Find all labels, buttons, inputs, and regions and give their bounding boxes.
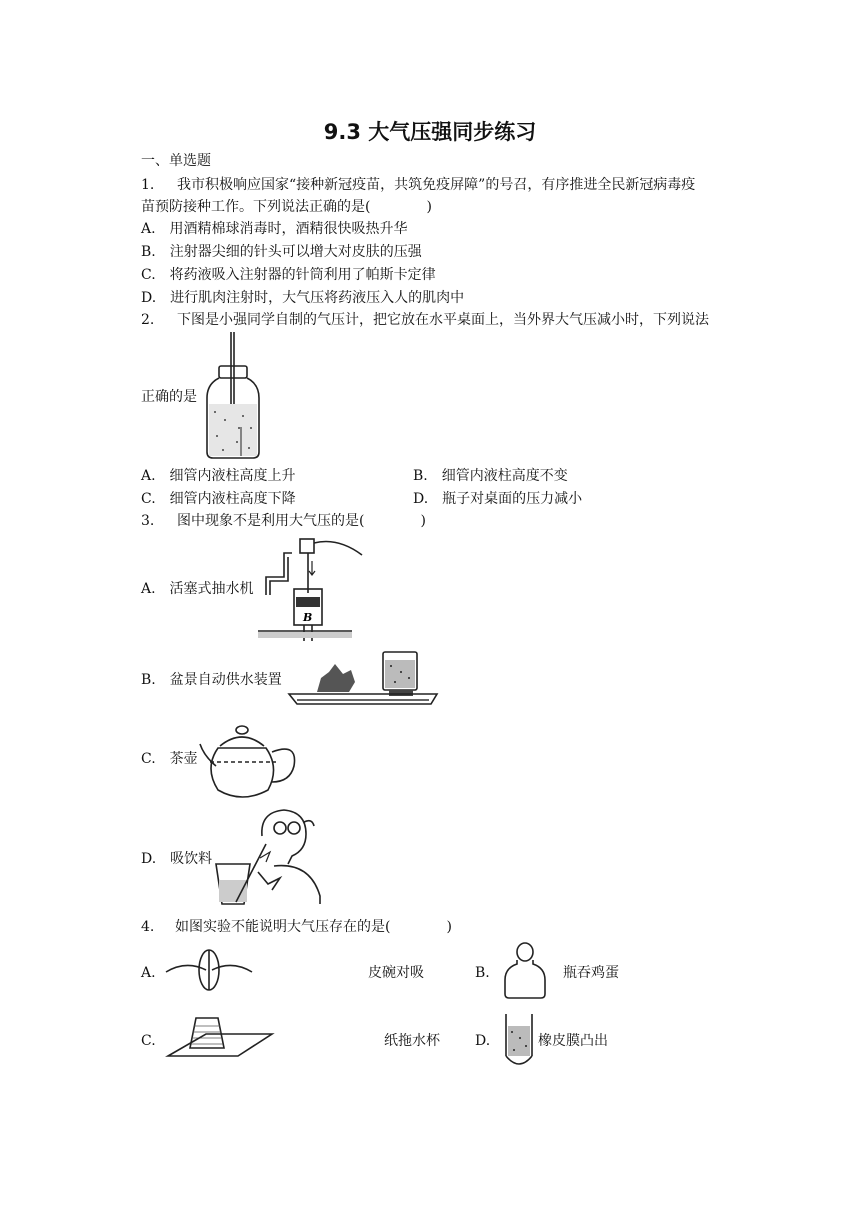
q1-number: 1.: [141, 177, 155, 193]
section-heading: 一、单选题: [141, 153, 211, 169]
pump-valve-label: B: [303, 611, 313, 624]
q1-option-b: B. 注射器尖细的针头可以增大对皮肤的压强: [141, 244, 422, 260]
q3-option-d: D. 吸饮料: [141, 851, 213, 867]
q2-option-a: A. 细管内液柱高度上升: [141, 468, 296, 484]
q4-stem: 如图实验不能说明大气压存在的是( ): [175, 919, 452, 935]
q4-option-c-text: 纸拖水杯: [384, 1033, 440, 1049]
q4-option-b-letter: B.: [475, 965, 490, 981]
q1-option-a: A. 用酒精棉球消毒时，酒精很快吸热升华: [141, 221, 408, 237]
q4-option-b-text: 瓶吞鸡蛋: [563, 965, 619, 981]
q1-stem-line2: 苗预防接种工作。下列说法正确的是( ): [141, 199, 432, 215]
barometer-bottle-figure: [203, 332, 265, 460]
q3-option-a: A. 活塞式抽水机: [141, 581, 254, 597]
q4-option-d-text: 橡皮膜凸出: [538, 1033, 608, 1049]
q2-stem-line1: 下图是小强同学自制的气压计，把它放在水平桌面上，当外界大气压减小时，下列说法: [177, 312, 709, 328]
q4-number: 4.: [141, 919, 155, 935]
q3-stem: 图中现象不是利用大气压的是( ): [177, 513, 426, 529]
paper-holds-water-figure: [166, 1012, 274, 1060]
q2-stem-line2: 正确的是: [141, 389, 197, 405]
q1-stem-line1: 我市积极响应国家“接种新冠疫苗，共筑免疫屏障”的号召，有序推进全民新冠病毒疫: [177, 177, 696, 193]
q2-option-c: C. 细管内液柱高度下降: [141, 491, 296, 507]
drinking-straw-figure: [214, 806, 324, 906]
teapot-figure: [198, 720, 300, 804]
q3-option-c: C. 茶壶: [141, 751, 198, 767]
q4-option-a-text: 皮碗对吸: [368, 965, 424, 981]
q1-option-c: C. 将药液吸入注射器的针筒利用了帕斯卡定律: [141, 267, 436, 283]
page-title: 9.3 大气压强同步练习: [323, 120, 537, 144]
rubber-cups-figure: [166, 948, 252, 992]
q3-option-b: B. 盆景自动供水装置: [141, 672, 282, 688]
egg-in-bottle-figure: [503, 942, 549, 1000]
q1-option-d: D. 进行肌肉注射时，大气压将药液压入人的肌肉中: [141, 290, 465, 306]
q2-option-b: B. 细管内液柱高度不变: [413, 468, 568, 484]
piston-pump-figure: [258, 533, 364, 645]
q3-number: 3.: [141, 513, 155, 529]
q4-option-c-letter: C.: [141, 1033, 156, 1049]
q4-option-d-letter: D.: [475, 1033, 491, 1049]
q2-number: 2.: [141, 312, 155, 328]
q2-option-d: D. 瓶子对桌面的压力减小: [413, 491, 583, 507]
bonsai-water-feeder-figure: [289, 648, 445, 710]
rubber-membrane-figure: [502, 1012, 536, 1068]
q4-option-a-letter: A.: [141, 965, 156, 981]
